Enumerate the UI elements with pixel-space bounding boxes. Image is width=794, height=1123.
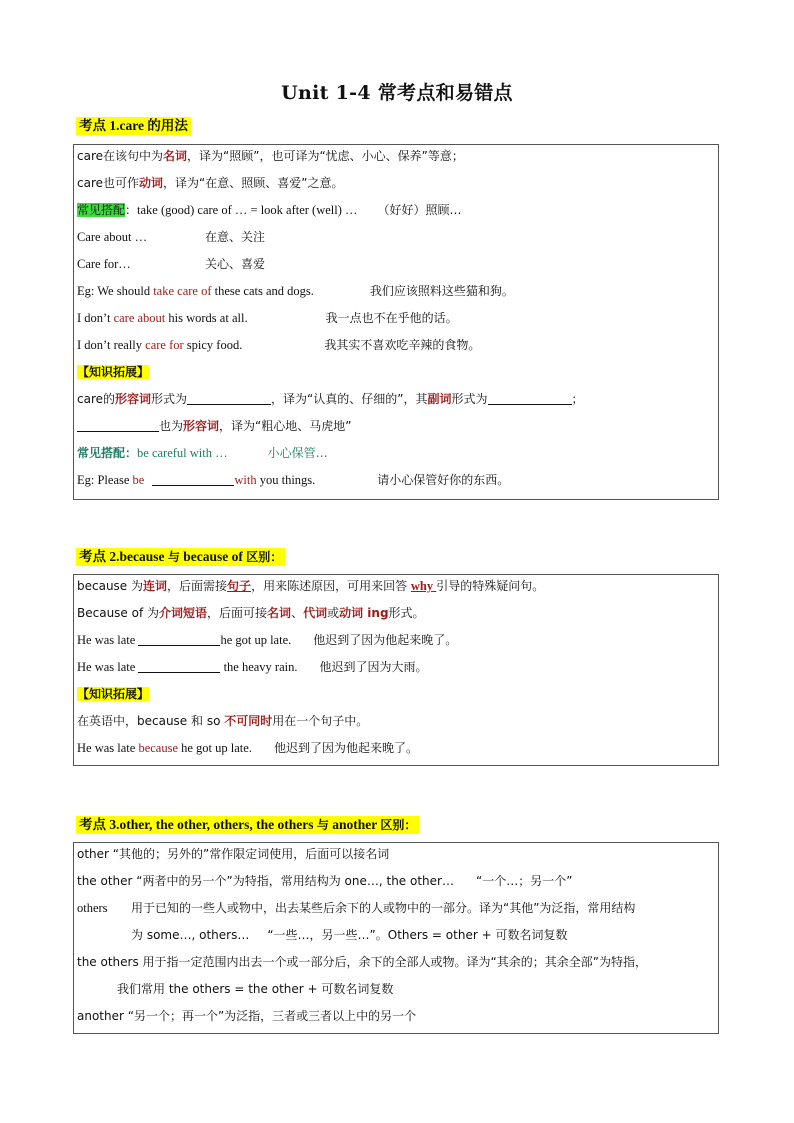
- s2-line-5: [74, 684, 718, 711]
- section-1-box: [73, 144, 719, 500]
- s1-line-12: 常见搭配：be careful with … 小心保管…: [77, 446, 328, 460]
- section-2-heading: 考点 2.because 与 because of 区别：: [76, 548, 285, 566]
- s3-line-5: the others 用于指一定范围内出去一个或一部分后，余下的全部人或物。译为“其余的；其余全部”为特指，: [77, 955, 647, 969]
- collocation-label: 常见搭配: [77, 203, 126, 217]
- s2-line-6: 在英语中，because 和 so 不可同时用在一个句子中。: [77, 714, 369, 728]
- section-3-box: [73, 842, 719, 1034]
- s3-line-2: the other “两者中的另一个”为特指，常用结构为 one…, the other… “一个…；另一个”: [77, 874, 573, 888]
- blank-1: [187, 390, 271, 405]
- s3-line-7: another “另一个；再一个”为泛指，三者或三者以上中的另一个: [77, 1009, 417, 1023]
- s1-line-2: care也可作动词，译为“在意、照顾、喜爱”之意。: [77, 176, 344, 190]
- s1-line-13: Eg: Please be with you things. 请小心保管好你的东西。: [77, 473, 510, 487]
- s1-line-11: 也为形容词，译为“粗心地、马虎地”: [74, 416, 718, 443]
- s3-line-1: other “其他的；另外的”常作限定词使用，后面可以接名词: [77, 847, 390, 861]
- knowledge-extension-label: 【知识拓展】: [77, 365, 150, 379]
- blank-3: [77, 417, 159, 432]
- blank-5: [138, 631, 220, 646]
- s2-line-3: He was late he got up late. 他迟到了因为他起来晚了。: [77, 633, 458, 647]
- s2-line-7: He was late because he got up late. 他迟到了因为他起来晚了。: [77, 741, 418, 755]
- page-title: Unit 1-4 常考点和易错点: [281, 82, 513, 104]
- section-2-box: [73, 574, 719, 766]
- s1-line-3: 常见搭配：take (good) care of … = look after (well) … （好好）照顾…: [77, 203, 462, 217]
- s1-line-5: Care for… 关心、喜爱: [77, 257, 266, 271]
- s2-line-2: Because of 为介词短语，后面可接名词、代词或动词 ing形式。: [77, 606, 425, 620]
- blank-4: [152, 471, 234, 486]
- s1-line-7: I don’t care about his words at all. 我一点也不在乎他的话。: [77, 311, 458, 325]
- s1-line-10: care的形容词形式为 ，译为“认真的、仔细的”，其副词形式为 ；: [77, 392, 584, 406]
- knowledge-extension-label: 【知识拓展】: [77, 687, 150, 701]
- section-3-heading: 考点 3.other, the other, others, the others 与 another 区别：: [76, 816, 419, 834]
- s2-line-1: because 为连词，后面需接句子，用来陈述原因，可用来回答 why 引导的特殊疑问句。: [77, 579, 545, 593]
- s1-line-9: [74, 362, 718, 389]
- s3-line-6: 我们常用 the others = the other + 可数名词复数: [117, 982, 394, 996]
- blank-6: [138, 658, 220, 673]
- s2-line-4: He was late the heavy rain. 他迟到了因为大雨。: [77, 660, 428, 674]
- s1-line-1: care在该句中为名词，译为“照顾”，也可译为“忧虑、小心、保养”等意；: [77, 149, 464, 163]
- s1-line-4: Care about … 在意、关注: [77, 230, 266, 244]
- s1-line-6: Eg: We should take care of these cats and dogs. 我们应该照料这些猫和狗。: [77, 284, 514, 298]
- blank-2: [488, 390, 572, 405]
- s3-line-3: others 用于已知的一些人或物中，出去某些后余下的人或物中的一部分。译为“其他”为泛指，常用结构: [77, 901, 636, 915]
- s1-line-8: I don’t really care for spicy food. 我其实不喜欢吃辛辣的食物。: [77, 338, 481, 352]
- s3-line-4: 为 some…, others… “一些…，另一些…”。Others = other + 可数名词复数: [131, 928, 568, 942]
- section-1-heading: 考点 1.care 的用法: [76, 117, 191, 135]
